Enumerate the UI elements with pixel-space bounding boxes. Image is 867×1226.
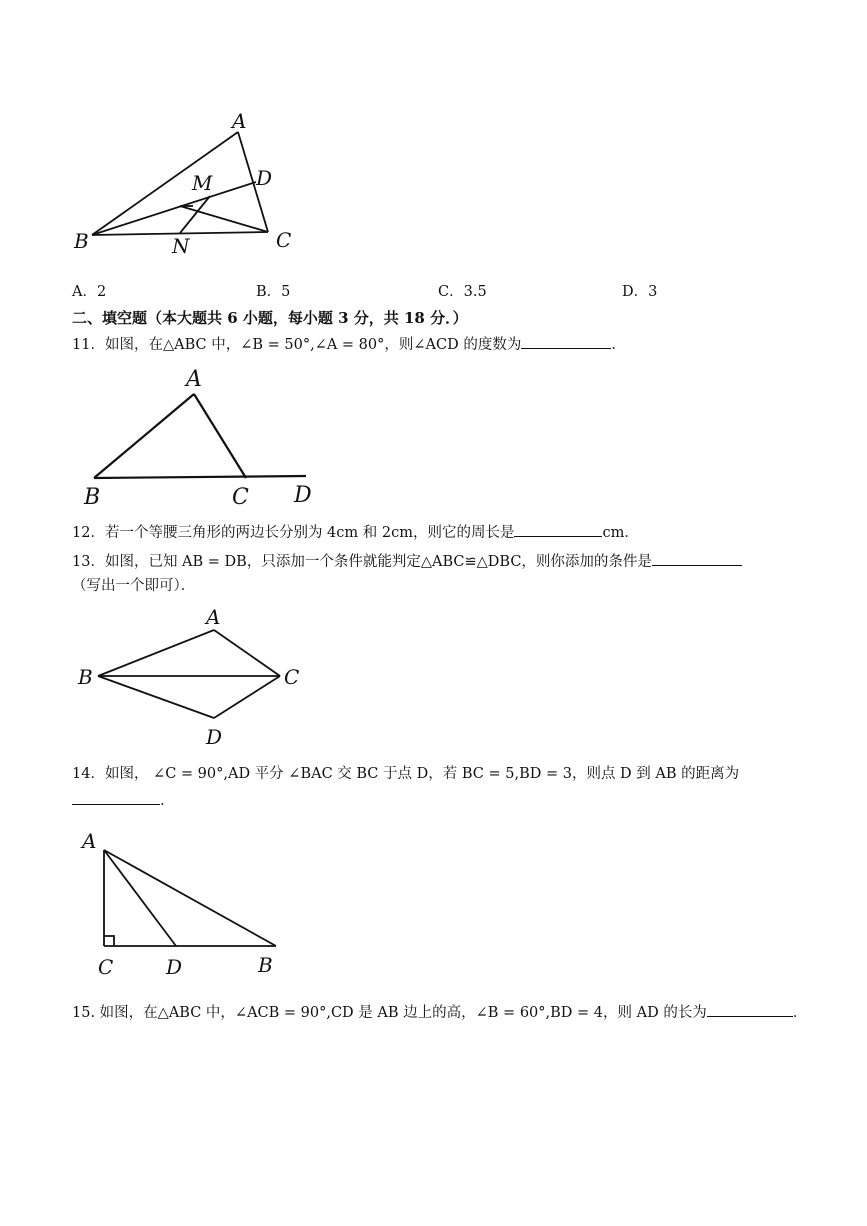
label-d: D	[256, 166, 273, 190]
kite-abcd-diagram	[76, 604, 316, 754]
figure-q13	[76, 604, 316, 754]
section-heading: 二、填空题（本大题共 6 小题，每小题 3 分，共 18 分．）	[72, 309, 468, 327]
label-d: D	[166, 955, 183, 979]
label-m: M	[192, 171, 213, 195]
answer-blank-11[interactable]	[521, 334, 611, 349]
answer-blank-14[interactable]	[72, 790, 160, 805]
question-12-text: 12．若一个等腰三角形的两边长分别为 4cm 和 2cm，则它的周长是	[72, 525, 515, 541]
segment-bd	[98, 676, 214, 718]
label-c: C	[232, 485, 249, 510]
option-d: D．3	[622, 284, 658, 300]
option-b: B．5	[256, 284, 291, 300]
segment-ba	[98, 630, 214, 676]
triangle-abc-diagram	[70, 110, 310, 260]
label-c: C	[98, 955, 114, 979]
question-13-note: （写出一个即可）．	[72, 578, 196, 594]
answer-blank-15[interactable]	[707, 1002, 793, 1017]
option-a: A．2	[72, 284, 107, 300]
question-12: 12．若一个等腰三角形的两边长分别为 4cm 和 2cm，则它的周长是 cm．	[72, 522, 639, 543]
segment-dc	[214, 676, 280, 718]
question-15: 15. 如图，在△ABC 中，∠ACB = 90°,CD 是 AB 边上的高，∠B = 60°,BD = 4，则 AD 的长为 ．	[72, 1002, 807, 1023]
label-b: B	[78, 665, 93, 689]
label-a: A	[82, 829, 97, 853]
answer-blank-13[interactable]	[652, 551, 742, 566]
segment-bd	[94, 476, 306, 478]
segment-ac	[214, 630, 280, 676]
question-13-text: 13．如图，已知 AB = DB，只添加一个条件就能判定△ABC≌△DBC，则你添加的条件是	[72, 554, 652, 570]
segment-ad	[104, 850, 176, 946]
label-a: A	[206, 605, 221, 629]
figure-q14	[80, 826, 310, 986]
label-b: B	[74, 229, 89, 253]
label-a: A	[186, 367, 202, 392]
figure-q11	[80, 362, 330, 512]
segment-bd	[92, 182, 256, 235]
label-c: C	[284, 665, 300, 689]
label-c: C	[276, 228, 292, 252]
label-d: D	[294, 483, 312, 508]
segment-ba	[94, 394, 194, 478]
answer-blank-12[interactable]	[514, 522, 602, 537]
right-angle-mark	[104, 936, 114, 946]
question-14-answer-line: ．	[72, 790, 175, 811]
segment-ba	[92, 132, 238, 235]
segment-ac	[194, 394, 246, 478]
label-a: A	[232, 109, 247, 133]
label-b: B	[84, 485, 101, 510]
question-11-text: 11．如图，在△ABC 中，∠B = 50°,∠A = 80°，则∠ACD 的度数为	[72, 337, 522, 353]
label-n: N	[172, 234, 190, 258]
question-11: 11．如图，在△ABC 中，∠B = 50°,∠A = 80°，则∠ACD 的度数为 ．	[72, 334, 626, 355]
option-c: C．3.5	[438, 284, 487, 300]
figure-q10	[70, 110, 310, 260]
label-b: B	[258, 953, 273, 977]
question-13	[72, 551, 742, 572]
right-triangle-abc-diagram	[80, 826, 310, 986]
segment-mc	[180, 206, 268, 232]
segment-ab	[104, 850, 276, 946]
triangle-acd-diagram	[80, 362, 330, 512]
question-14: 14．如图， ∠C = 90°,AD 平分 ∠BAC 交 BC 于点 D，若 BC = 5,BD = 3，则点 D 到 AB 的距离为	[72, 766, 740, 782]
question-15-text: 15. 如图，在△ABC 中，∠ACB = 90°,CD 是 AB 边上的高，∠B = 60°,BD = 4，则 AD 的长为	[72, 1005, 707, 1021]
label-d: D	[206, 725, 223, 749]
